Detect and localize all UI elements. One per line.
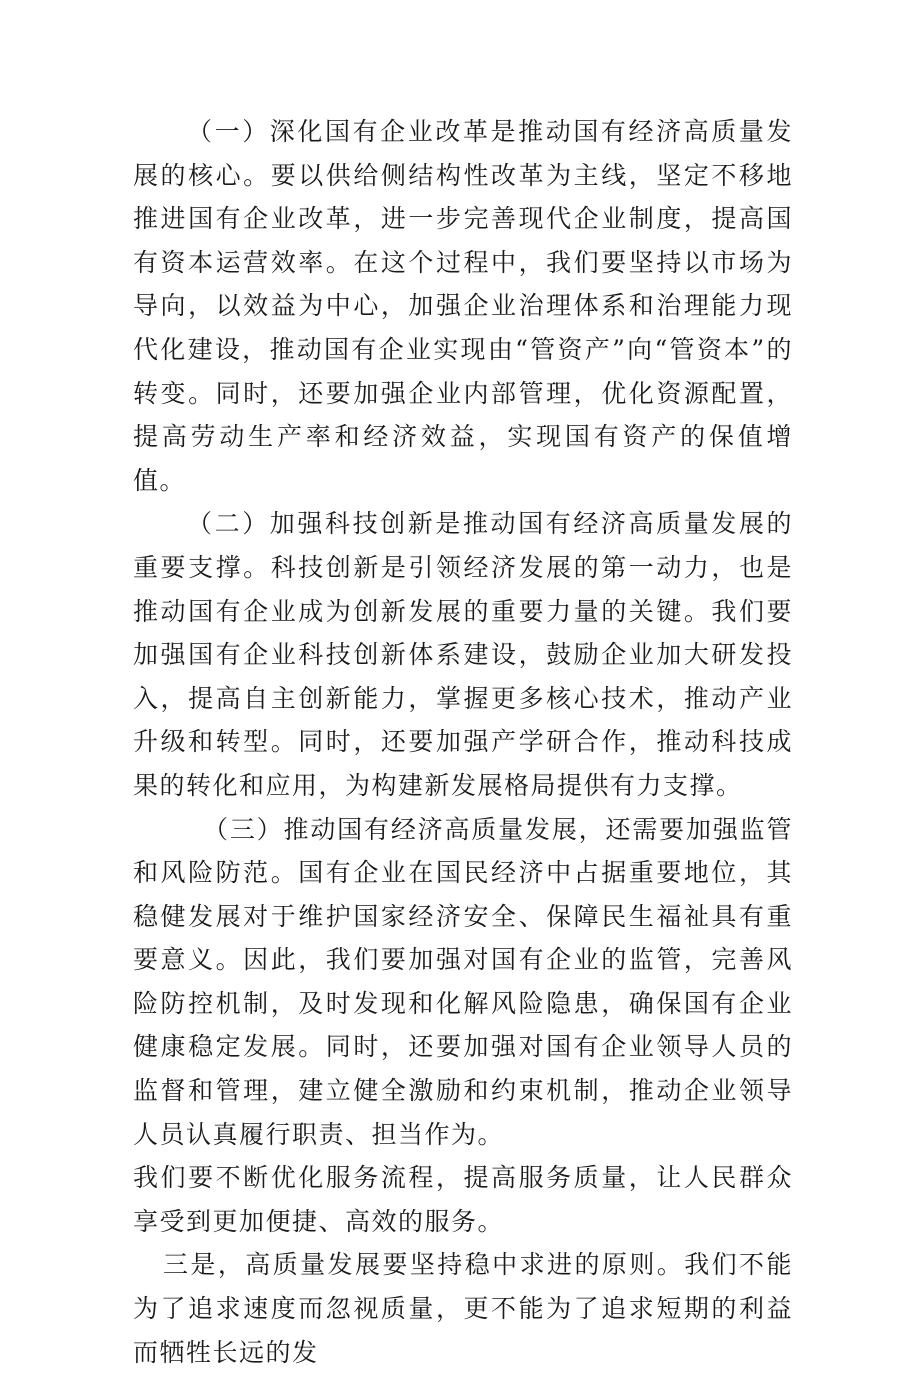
paragraph-service-optimization: 我们要不断优化服务流程，提高服务质量，让人民群众享受到更加便捷、高效的服务。 xyxy=(133,1163,793,1236)
paragraph-supervision-risk: （三）推动国有经济高质量发展，还需要加强监管和风险防范。国有企业在国民经济中占据重要地位，其稳健发展对于维护国家经济安全、保障民生福祉具有重要意义。因此，我们要加强对国有企业的监管，完善风险防控机制，及时发现和化解风险隐患，确保国有企业健康稳定发展。同时，还要加强对国有企业领导人员的监督和管理，建立健全激励和约束机制，推动企业领导人员认真履行职责、担当作为。 xyxy=(133,814,793,1149)
paragraph-tech-innovation: （二）加强科技创新是推动国有经济高质量发展的重要支撑。科技创新是引领经济发展的第一动力，也是推动国有企业成为创新发展的重要力量的关键。我们要加强国有企业科技创新体系建设，鼓励企业加大研发投入，提高自主创新能力，掌握更多核心技术，推动产业升级和转型。同时，还要加强产学研合作，推动科技成果的转化和应用，为构建新发展格局提供有力支撑。 xyxy=(133,509,793,800)
document-body xyxy=(133,110,793,1374)
paragraph-steady-progress: 三是，高质量发展要坚持稳中求进的原则。我们不能为了追求速度而忽视质量，更不能为了追求短期的利益而牺牲长远的发 xyxy=(133,1250,793,1367)
paragraph-reform-core: （一）深化国有企业改革是推动国有经济高质量发展的核心。要以供给侧结构性改革为主线，坚定不移地推进国有企业改革，进一步完善现代企业制度，提高国有资本运营效率。在这个过程中，我们要坚持以市场为导向，以效益为中心，加强企业治理体系和治理能力现代化建设，推动国有企业实现由“管资产”向“管资本”的转变。同时，还要加强企业内部管理，优化资源配置，提高劳动生产率和经济效益，实现国有资产的保值增值。 xyxy=(133,117,793,495)
